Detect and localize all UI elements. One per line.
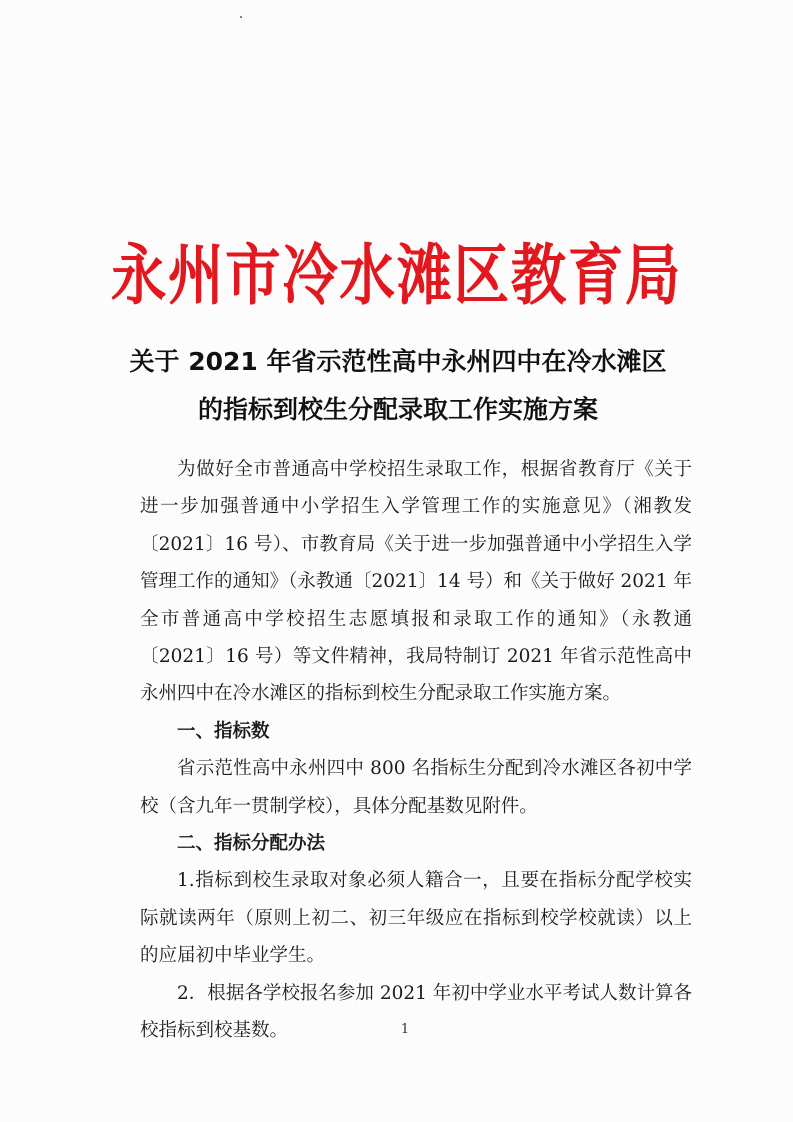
section-1-heading: 一、指标数 bbox=[177, 720, 270, 742]
scan-speck bbox=[240, 16, 242, 18]
section-2-heading: 二、指标分配办法 bbox=[177, 833, 326, 855]
document-body bbox=[140, 451, 692, 1050]
document-title: 关于 2021 年省示范性高中永州四中在冷水滩区的指标到校生分配录取工作实施方案 bbox=[129, 347, 667, 424]
section-2-item-1: 1.指标到校生录取对象必须人籍合一，且要在指标分配学校实际就读两年（原则上初二、初三年级应在指标到校学校就读）以上的应届初中毕业学生。 bbox=[140, 870, 692, 967]
section-2-item-2: 2．根据各学校报名参加 2021 年初中学业水平考试人数计算各校指标到校基数。 bbox=[140, 982, 692, 1042]
intro-paragraph: 为做好全市普通高中学校招生录取工作，根据省教育厅《关于进一步加强普通中小学招生入学管理工作的实施意见》（湘教发〔2021〕16 号）、市教育局《关于进一步加强普通中小学招生入学管理工作的通知》（永教通〔2021〕14 号）和《关于做好 2021 年全市普通高中学校招生志愿填报和录取工作的通知》（永教通〔2021〕16 号）等文件精神，我局特制订 2021 年省示范性高中永州四中在冷水滩区的指标到校生分配录取工作实施方案。 bbox=[140, 459, 692, 705]
section-1-text: 省示范性高中永州四中 800 名指标生分配到冷水滩区各初中学校（含九年一贯制学校），具体分配基数见附件。 bbox=[140, 758, 692, 817]
letterhead-title: 永州市冷水滩区教育局 bbox=[110, 236, 683, 314]
page-number: 1 bbox=[400, 1022, 410, 1037]
